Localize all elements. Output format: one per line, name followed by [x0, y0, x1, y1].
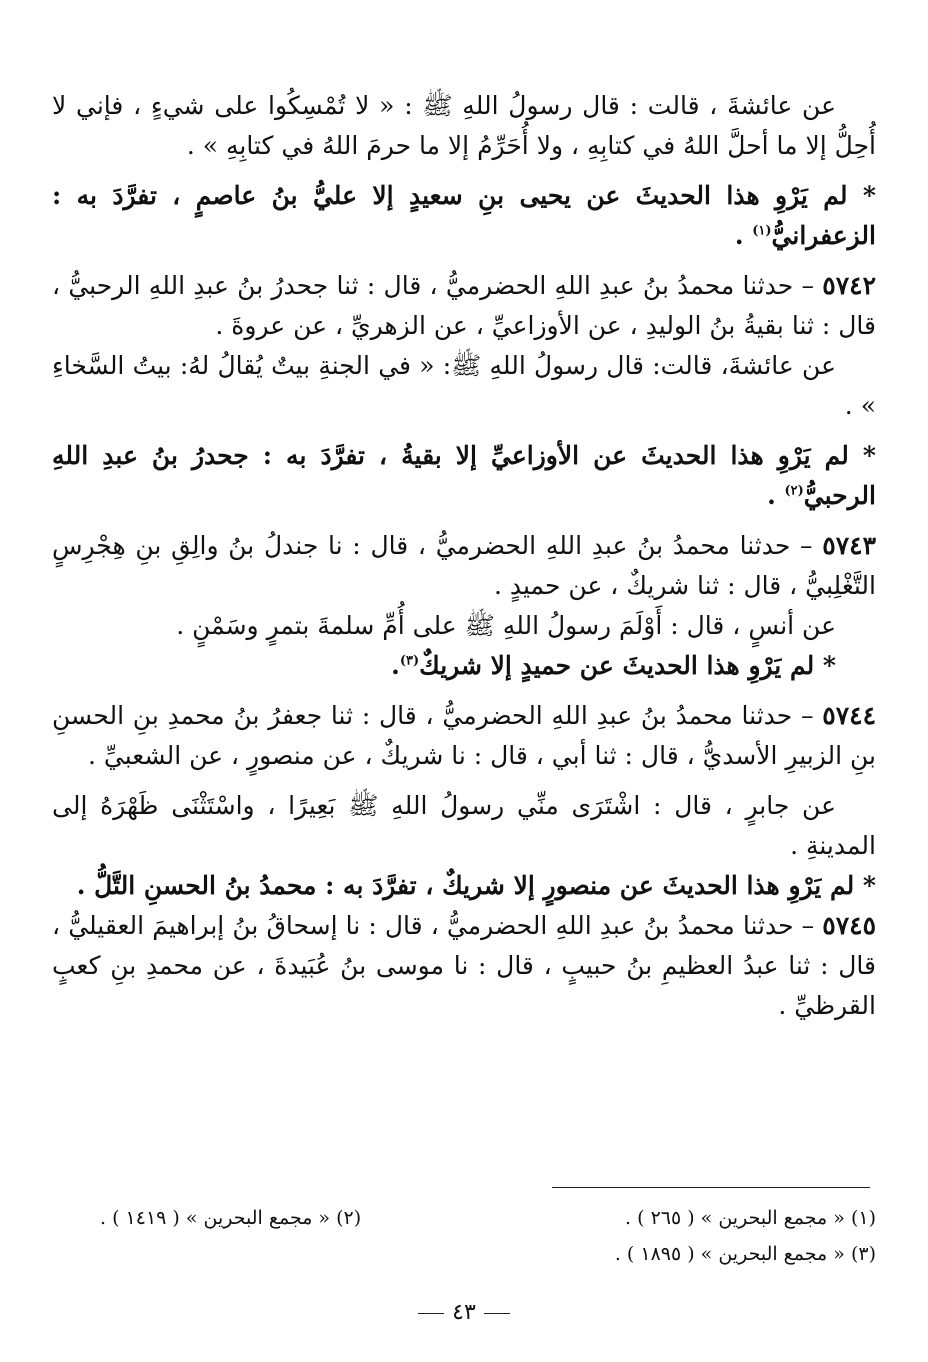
paragraph-text: – حدثنا محمدُ بنُ عبدِ اللهِ الحضرميُّ ، قال : نا جندلُ بنُ والِقِ بنِ هِجْرِسٍ التَّغْلِبيُّ ، قال : ثنا شريكٌ ، عن حميدٍ . [52, 531, 876, 600]
footnote-text: « مجمع البحرين » ( ١٤١٩ ) . [100, 1207, 331, 1229]
footnote-mark: (١) [850, 1207, 876, 1229]
page-number-dash [484, 1313, 510, 1314]
footnote-marker: (١) [752, 223, 772, 239]
footnote-text: « مجمع البحرين » ( ١٨٩٥ ) . [614, 1243, 845, 1265]
hadith-number: ٥٧٤٣ [822, 531, 876, 560]
hadith-number: ٥٧٤٤ [822, 701, 876, 730]
footnote-marker: (٢) [784, 483, 804, 499]
footnote-row [100, 1236, 876, 1272]
hadith-number: ٥٧٤٥ [822, 911, 876, 940]
paragraph-text: – حدثنا محمدُ بنُ عبدِ اللهِ الحضرميُّ ، قال : ثنا جحدرُ بنُ عبدِ اللهِ الرحبيُّ ، قال : ثنا بقيةُ بنُ الوليدِ ، عن الأوزاعيِّ ، عن الزهريِّ ، عن عروةَ . [52, 271, 876, 340]
footnote-row [100, 1200, 876, 1236]
footnote-text: « مجمع البحرين » ( ٢٦٥ ) . [625, 1207, 845, 1229]
page-number-dash [418, 1313, 444, 1314]
editor-note [52, 176, 876, 256]
footnote [100, 1200, 361, 1236]
hadith-chain [52, 266, 876, 346]
hadith-chain [52, 696, 876, 776]
footnote [615, 1236, 876, 1272]
footnote-divider [552, 1187, 870, 1188]
paragraph-end: . [767, 481, 785, 510]
paragraph-text: * لم يَرْوِ هذا الحديثَ عن يحيى بنِ سعيدٍ إلا عليُّ بنُ عاصمٍ ، تفرَّدَ به : الزعفرانيُّ [52, 181, 876, 250]
paragraph-text: – حدثنا محمدُ بنُ عبدِ اللهِ الحضرميُّ ، قال : نا إسحاقُ بنُ إبراهيمَ العقيليُّ ، قال : ثنا عبدُ العظيمِ بنُ حبيبٍ ، قال : نا موسى بنُ عُبَيدةَ ، عن محمدِ بنِ كعبٍ القرظيِّ . [52, 911, 876, 1020]
paragraph-text: * لم يَرْوِ هذا الحديثَ عن حميدٍ إلا شريكٌ [419, 651, 836, 680]
hadith-text [52, 86, 876, 166]
paragraph-end: . [391, 651, 400, 680]
paragraph-text: عن أنسٍ ، قال : أَوْلَمَ رسولُ اللهِ ﷺ على أُمِّ سلمةَ بتمرٍ وسَمْنٍ . [176, 611, 836, 640]
paragraph-end: . [734, 221, 753, 250]
editor-note [52, 866, 876, 906]
paragraph-text: عن جابرٍ ، قال : اشْتَرَى منِّي رسولُ اللهِ ﷺ بَعِيرًا ، واسْتَثْنَى ظَهْرَهُ إلى المدينةِ . [52, 791, 876, 860]
footnote-mark: (٢) [336, 1207, 362, 1229]
page-number-value: ٤٣ [452, 1300, 476, 1325]
footnote [625, 1200, 876, 1236]
hadith-text [52, 786, 876, 866]
editor-note [52, 436, 876, 516]
footnotes [100, 1200, 876, 1272]
paragraph-text: عن عائشةَ ، قالت : قال رسولُ اللهِ ﷺ : « لا تُمْسِكُوا على شيءٍ ، فإني لا أُحِلُّ إلا ما أحلَّ اللهُ في كتابِهِ ، ولا أُحَرِّمُ إلا ما حرمَ اللهُ في كتابِهِ » . [52, 91, 876, 160]
page-number [0, 1300, 928, 1325]
hadith-chain [52, 906, 876, 1026]
paragraph-text: عن عائشةَ، قالت: قال رسولُ اللهِ ﷺ: « في الجنةِ بيتٌ يُقالُ لهُ: بيتُ السَّخاءِ » . [52, 351, 876, 420]
paragraph-text: * لم يَرْوِ هذا الحديثَ عن منصورٍ إلا شريكٌ ، تفرَّدَ به : محمدُ بنُ الحسنِ التَّلُّ . [76, 871, 876, 900]
footnote-mark: (٣) [850, 1243, 876, 1265]
main-text [52, 86, 876, 1026]
paragraph-text: – حدثنا محمدُ بنُ عبدِ اللهِ الحضرميُّ ، قال : ثنا جعفرُ بنُ محمدِ بنِ الحسنِ بنِ الزبيرِ الأسديُّ ، قال : ثنا أبي ، قال : نا شريكٌ ، عن منصورٍ ، عن الشعبيِّ . [52, 701, 876, 770]
paragraph-text: * لم يَرْوِ هذا الحديثَ عن الأوزاعيِّ إلا بقيةُ ، تفرَّدَ به : جحدرُ بنُ عبدِ اللهِ الرحبيُّ [52, 441, 876, 510]
hadith-text [52, 606, 876, 646]
editor-note [52, 646, 876, 686]
hadith-text [52, 346, 876, 426]
hadith-number: ٥٧٤٢ [822, 271, 876, 300]
footnote-marker: (٣) [399, 653, 420, 669]
hadith-chain [52, 526, 876, 606]
